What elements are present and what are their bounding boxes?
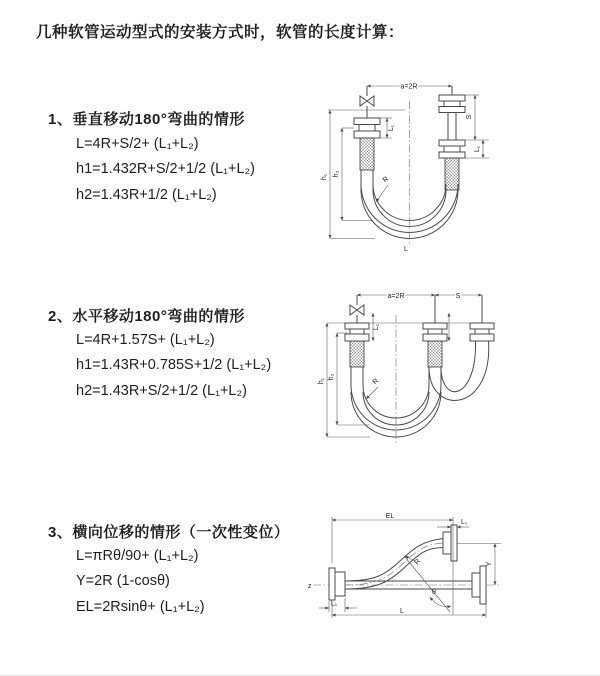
formula-line: h1=1.43R+0.785S+1/2 (L₁+L₂) — [76, 357, 272, 374]
dim-label-y: Y — [486, 561, 493, 567]
dim-label-span: a=2R — [400, 83, 418, 91]
displaced-hose-s-curve — [345, 525, 457, 589]
braided-hose-section — [445, 158, 459, 190]
dim-label-l: L — [404, 246, 408, 253]
section-1-formulas — [76, 132, 255, 208]
dimension-el — [332, 513, 453, 563]
dim-label-h1: h₁ — [321, 173, 328, 181]
diagram-vertical-180-bend — [315, 75, 530, 255]
axis-mark: z — [308, 583, 312, 590]
dim-label-s: S — [455, 292, 461, 300]
flange — [329, 568, 335, 600]
formula-line: L=4R+S/2+ (L₁+L₂) — [76, 136, 199, 152]
dim-label-l: L — [400, 608, 404, 615]
dim-label-l1: L₁ — [330, 600, 338, 608]
dim-label-l1: L₁ — [461, 519, 468, 526]
dim-label-s: S — [466, 114, 473, 120]
dim-label-l1: L₁ — [388, 124, 395, 132]
dim-label-el: EL — [385, 513, 395, 520]
braided-hose-section — [428, 341, 442, 367]
dim-label-h2: h₂ — [328, 373, 335, 381]
dimension-l1-bottom — [319, 598, 357, 612]
formula-line: L=4R+1.57S+ (L₁+L₂) — [76, 332, 215, 348]
formula-line: h2=1.43R+1/2 (L₁+L₂) — [76, 186, 217, 203]
middle-pipe-assembly — [423, 295, 447, 367]
radius-callout — [376, 176, 390, 202]
right-pipe-assembly — [439, 86, 465, 190]
braided-hose-section — [360, 138, 374, 170]
hose-fitting — [439, 95, 465, 101]
formula-line: EL=2Rsinθ+ (L₁+L₂) — [76, 598, 205, 615]
diagram-horizontal-180-bend — [315, 285, 545, 460]
hose-fitting — [423, 323, 447, 329]
document-title: 几种软管运动型式的安装方式时，软管的长度计算： — [36, 24, 405, 41]
valve-icon — [360, 96, 374, 106]
flange — [480, 566, 486, 604]
formula-line: L=πRθ/90+ (L₁+L₂) — [76, 548, 199, 564]
dim-label-r: R — [413, 557, 423, 567]
right-pipe-assembly — [470, 295, 494, 341]
dim-label-h1: h₁ — [318, 377, 325, 385]
dim-label-l1: L₁ — [373, 323, 380, 331]
hose-fitting — [354, 118, 380, 125]
formula-line: h1=1.432R+S/2+1/2 (L₁+L₂) — [76, 161, 256, 178]
section-3-heading: 3、横向位移的情形（一次性变位） — [48, 524, 290, 541]
formula-line: Y=2R (1-cosθ) — [76, 573, 170, 590]
dimension-top-span — [357, 293, 482, 300]
section-1-heading: 1、垂直移动180°弯曲的情形 — [48, 111, 245, 128]
braided-hose-section — [350, 341, 364, 367]
section-2-heading: 2、水平移动180°弯曲的情形 — [48, 308, 245, 325]
section-3-formulas — [76, 544, 205, 620]
hose-fitting — [470, 323, 494, 329]
radius-callout — [366, 378, 380, 399]
dim-label-span: a=2R — [387, 292, 405, 300]
formula-line: h2=1.43R+S/2+1/2 (L₁+L₂) — [76, 382, 247, 399]
left-flange-assembly — [329, 568, 345, 600]
theta-angle — [405, 557, 451, 612]
dim-label-r: R — [371, 377, 381, 387]
dim-label-l1: L₁ — [474, 145, 481, 153]
dimension-stroke-s — [461, 95, 489, 158]
left-pipe-assembly — [345, 295, 369, 367]
dim-label-h2: h₂ — [333, 170, 340, 178]
diagram-lateral-displacement — [305, 505, 595, 645]
hose-fitting — [345, 323, 369, 329]
dimension-l — [332, 602, 486, 618]
flange — [451, 525, 457, 561]
dim-label-r: R — [381, 175, 391, 185]
hose-fitting — [439, 140, 465, 146]
valve-icon — [350, 305, 364, 315]
section-2-formulas — [76, 328, 271, 404]
dim-label-theta: θ — [432, 589, 436, 596]
dimension-top-span — [367, 84, 452, 91]
